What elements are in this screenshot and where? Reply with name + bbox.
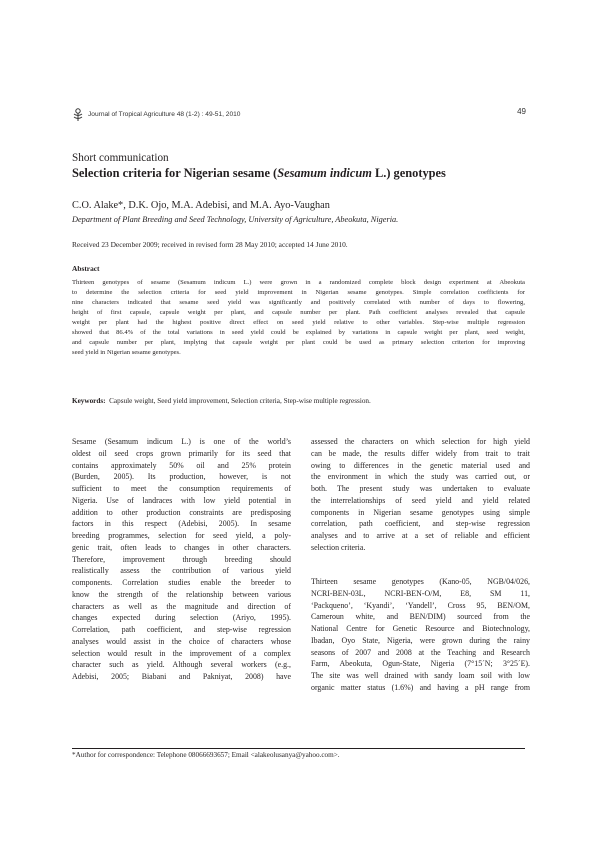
body-line: owing to differences in the genetic material used and	[311, 460, 530, 470]
body-line: breeding programmes, selection for seed yield, a poly-	[72, 531, 291, 540]
title-species: Sesamum indicum	[277, 166, 372, 180]
body-line: changes expected during selection (Ariyo, 1995).	[72, 613, 291, 623]
body-line: analyses and to arrive at a set of reliable and efficient	[311, 531, 530, 540]
footnote: *Author for correspondence: Telephone 08066693657; Email <alakeolusanya@yahoo.com>.	[72, 751, 340, 759]
keywords-label: Keywords:	[72, 397, 106, 405]
body-line: contains approximately 50% oil and 25% protein	[72, 460, 291, 470]
body-line: realistically assess the contribution of various yield	[72, 566, 291, 576]
body-line: assessed the characters on which selection for high yield	[311, 437, 530, 446]
body-line: Therefore, improvement through breeding should	[72, 554, 291, 564]
body-line: correlation, path coefficient, and step-wise regression	[311, 519, 530, 529]
body-line: Nigeria. Use of landraces with low yield potential in	[72, 495, 291, 505]
body-line: genic trait, often leads to changes in other characters.	[72, 542, 291, 552]
body-line: sufficient to meet the consumption requirements of	[72, 484, 291, 493]
received-dates: Received 23 December 2009; received in revised form 28 May 2010; accepted 14 June 2010.	[72, 240, 348, 249]
body-line: selection would result in the improvement of a complex	[72, 648, 291, 658]
body-line: components. Correlation studies enable the breeder to	[72, 578, 291, 587]
abstract-line: and capsule number per plant, implying that capsule weight per plant could be used as primary selection criterion for improving	[72, 339, 525, 346]
abstract-line: weight per plant had the highest positive direct effect on seed yield relative to other variables. Step-wise multiple regression	[72, 319, 525, 326]
body-line: The site was well drained with sandy loam soil with low	[311, 671, 530, 680]
body-line: factors in this respect (Adebisi, 2005). In sesame	[72, 519, 291, 529]
body-line: analyses would assist in the choice of characters whose	[72, 636, 291, 646]
journal-citation: Journal of Tropical Agriculture 48 (1-2) : 49-51, 2010	[88, 111, 241, 118]
abstract-heading: Abstract	[72, 264, 100, 273]
body-line: Sesame (Sesamum indicum L.) is one of the world’s	[72, 437, 291, 446]
abstract-line: height of first capsule, capsule weight per plant, and capsule number per plant. Path coefficient analyses revealed that capsule	[72, 309, 525, 316]
footnote-rule	[72, 748, 525, 749]
running-header	[72, 108, 532, 124]
keywords-text: Capsule weight, Seed yield improvement, Selection criteria, Step-wise multiple regression.	[109, 397, 371, 405]
body-line: Ibadan, Oyo State, Nigeria, were grown during the rainy	[311, 635, 530, 645]
body-line: Cameroun white, and BEN/DIM) sourced from the	[311, 612, 530, 622]
article-type: Short communication	[72, 152, 169, 164]
journal-logo-icon	[72, 108, 84, 122]
page-number: 49	[517, 107, 526, 116]
body-line: organic matter status (1.6%) and having a pH range from	[311, 682, 530, 692]
abstract-line: Thirteen genotypes of sesame (Sesamum indicum L.) were grown in a randomized complete block design experiment at Abeokuta	[72, 279, 525, 286]
abstract-line: nine characters indicated that sesame seed yield was significantly and positively correlated with number of days to flowering,	[72, 299, 525, 306]
body-line: the interrelationships of seed yield and yield related	[311, 495, 530, 505]
body-line: components in Nigerian sesame genotypes using simple	[311, 507, 530, 517]
body-line: (Burden, 2005). Its production, however, is not	[72, 472, 291, 482]
body-line: character such as yield. Although several workers (e.g.,	[72, 660, 291, 670]
body-line: characters as well as the magnitude and direction of	[72, 601, 291, 611]
body-line: oldest oil seed crops grown primarily for its seed that	[72, 448, 291, 458]
title-part: Selection criteria for Nigerian sesame (	[72, 166, 278, 180]
body-line: addition to other production constraints are predisposing	[72, 507, 291, 517]
body-line: the environment in which the study was carried out, or	[311, 472, 530, 482]
body-line: National Centre for Genetic Resource and Biotechnology,	[311, 624, 530, 633]
keywords	[72, 397, 371, 405]
body-line: Correlation, path coefficient, and step-wise regression	[72, 625, 291, 634]
body-line: NCRI-BEN-03L, NCRI-BEN-O/M, E8, SM 11,	[311, 588, 530, 598]
authors: C.O. Alake*, D.K. Ojo, M.A. Adebisi, and M.A. Ayo-Vaughan	[72, 200, 330, 211]
body-line: Thirteen sesame genotypes (Kano-05, NGB/04/026,	[311, 577, 530, 586]
body-line: seasons of 2007 and 2008 at the Teaching and Research	[311, 647, 530, 657]
body-line: know the strength of the relationship between various	[72, 589, 291, 599]
affiliation: Department of Plant Breeding and Seed Technology, University of Agriculture, Abeokuta, Nigeria.	[72, 215, 399, 224]
abstract-line: seed yield in Nigerian sesame genotypes.	[72, 349, 181, 356]
abstract-line: showed that 86.4% of the total variations in seed yield could be explained by variations in capsule weight per plant, seed weight,	[72, 329, 525, 336]
body-line: Adebisi, 2005; Biabani and Pakniyat, 2008) have	[72, 672, 291, 681]
body-line: can be made, the results differ widely from trait to trait	[311, 448, 530, 458]
body-line: both. The present study was undertaken to evaluate	[311, 484, 530, 493]
body-line: selection criteria.	[311, 542, 366, 552]
title-part: L.) genotypes	[371, 166, 446, 180]
article-title	[72, 166, 446, 181]
body-line: ‘Packqueno’, ‘Kyandi’, ‘Yandell’, Cross 95, BEN/OM,	[311, 600, 530, 610]
body-line: Farm, Abeokuta, Ogun-State, Nigeria (7°15´N; 3°25´E).	[311, 659, 530, 669]
abstract-line: to determine the selection criteria for seed yield improvement in Nigerian sesame genotypes. Simple correlation coefficients for	[72, 289, 525, 296]
